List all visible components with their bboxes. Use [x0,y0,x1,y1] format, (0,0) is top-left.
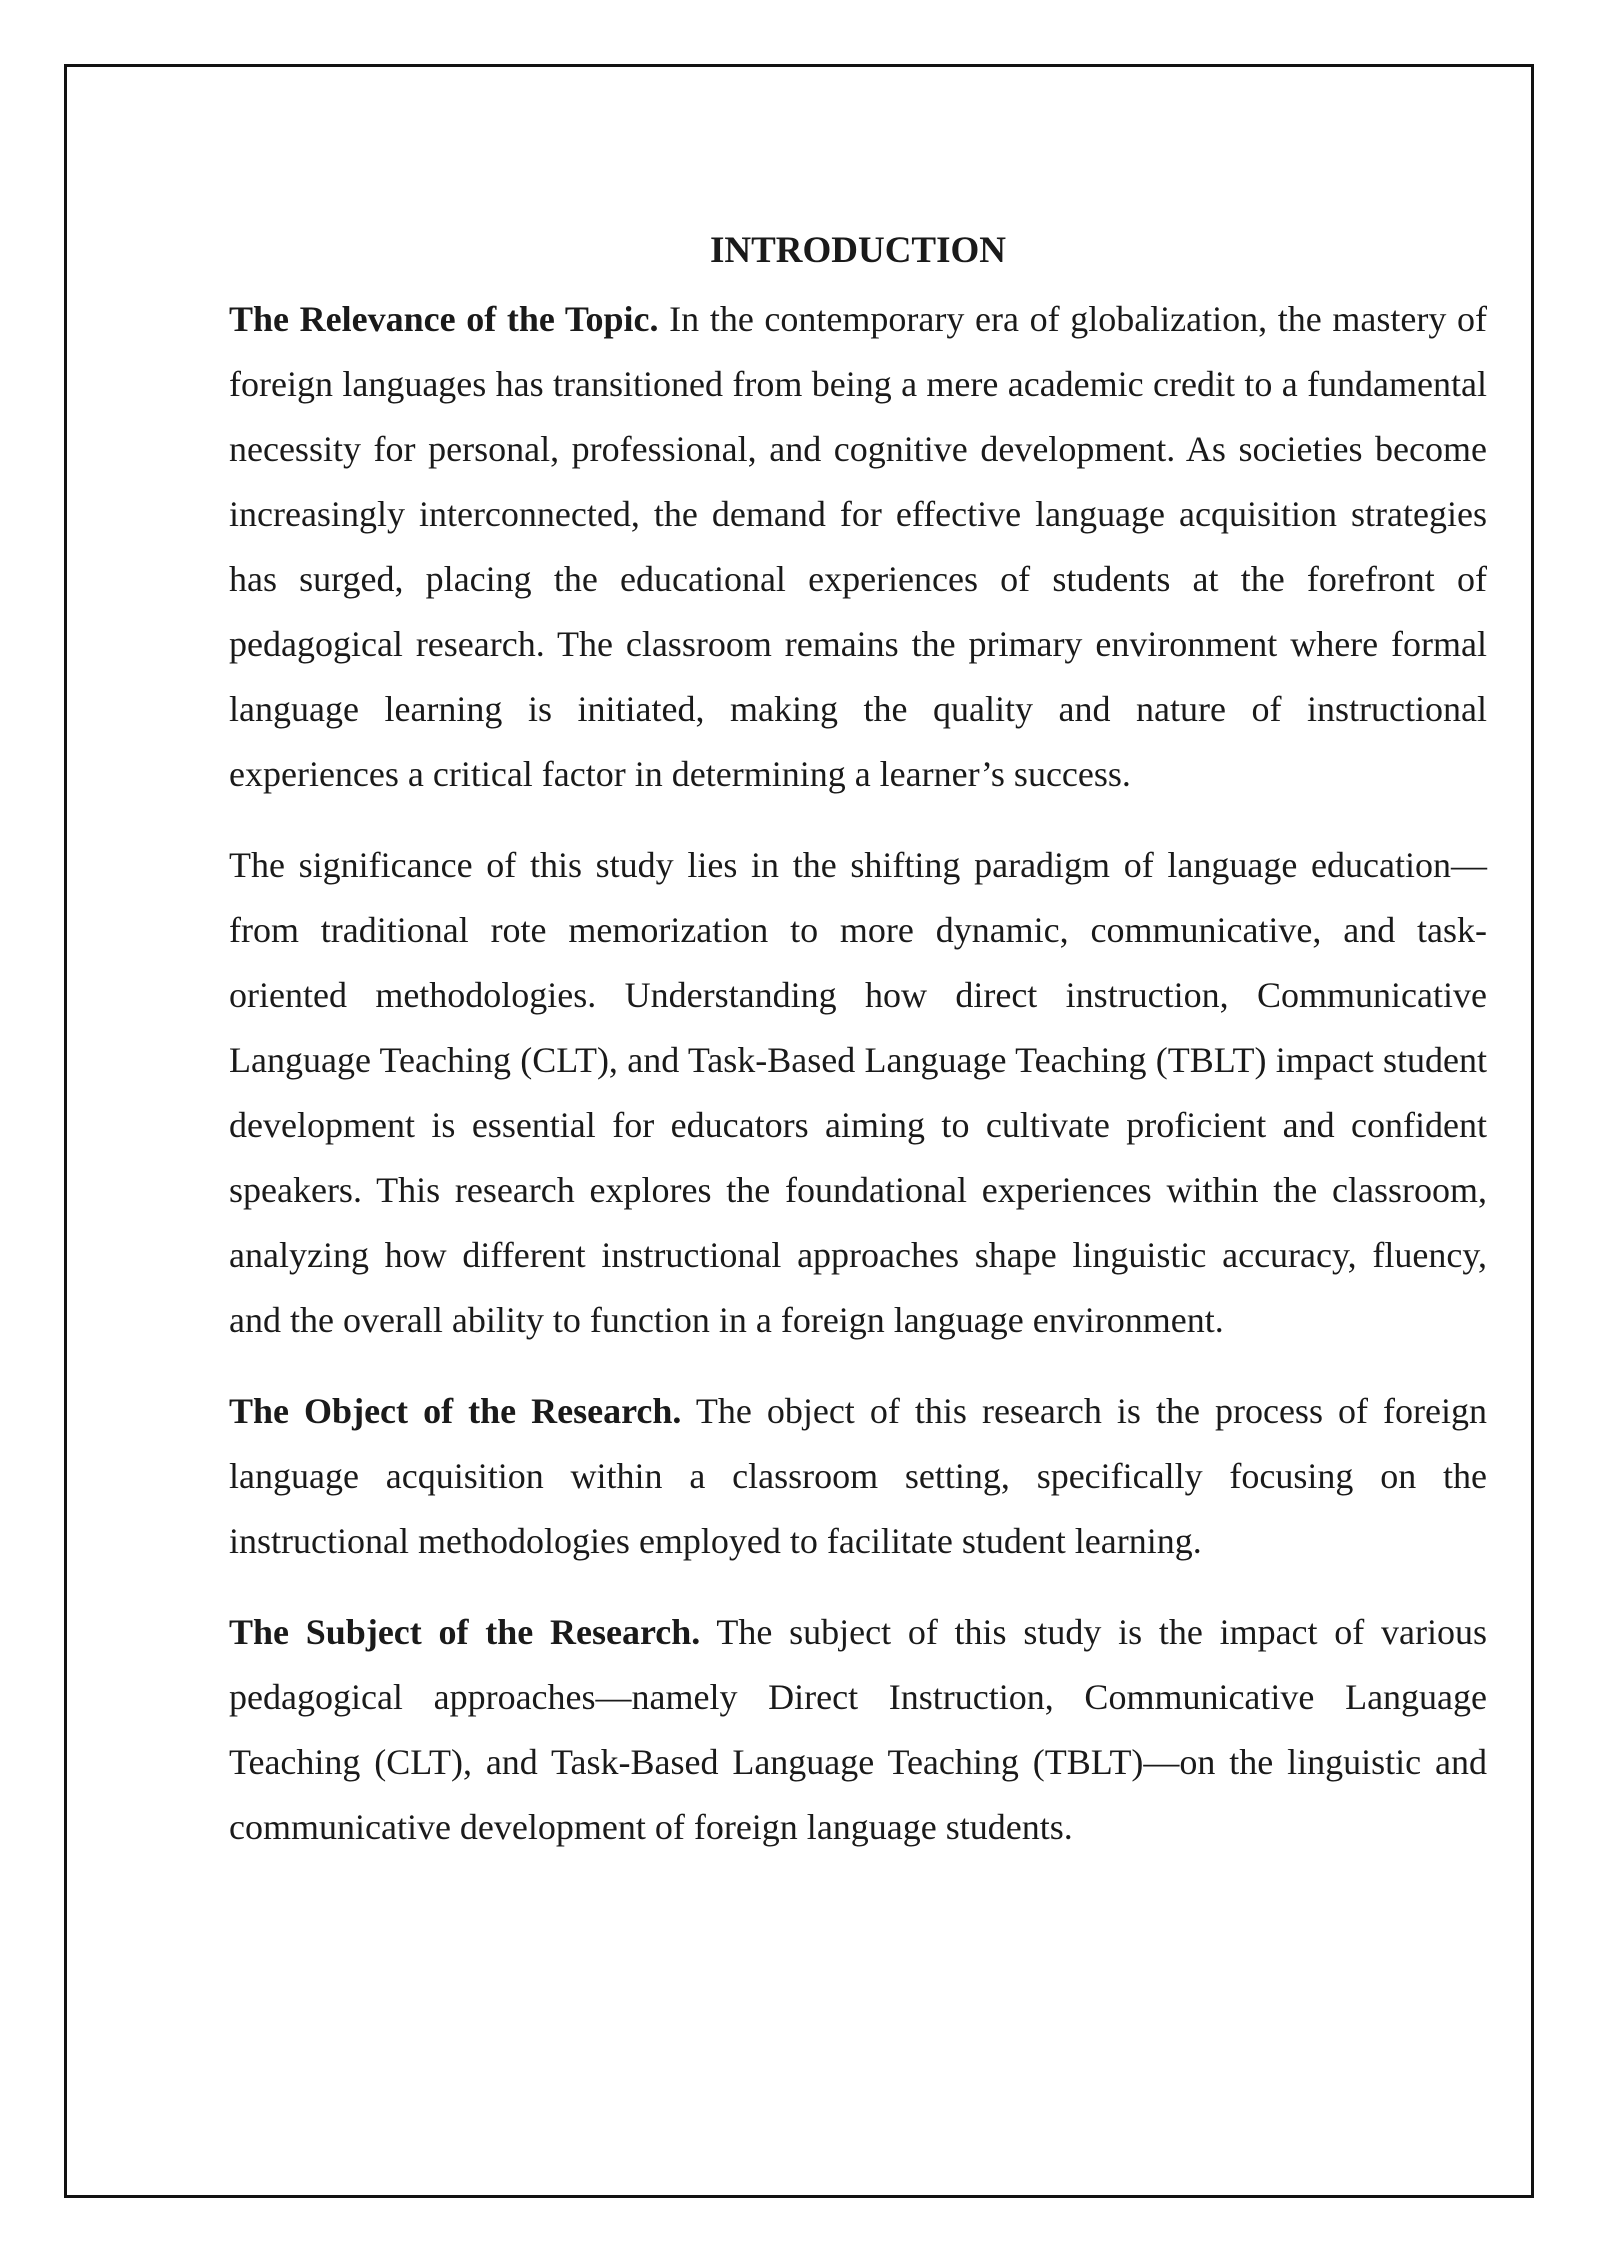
section-heading: INTRODUCTION [709,230,1007,271]
paragraph-significance [229,833,1487,1353]
paragraph-lead: The Relevance of the Topic. [229,299,659,339]
paragraph-object [229,1379,1487,1574]
paragraph-lead: The Subject of the Research. [229,1612,701,1652]
document-body [229,222,1487,1886]
paragraph-text: The significance of this study lies in the shifting paradigm of language education—from traditional rote memorization to more dynamic, communicative, and task-oriented methodologies. Understanding how direct instruction, Communicative Language Teaching (CLT), and Task-Based Language Teaching (TBLT) impact student development is essential for educators aiming to cultivate proficient and confident speakers. This research explores the foundational experiences within the classroom, analyzing how different instructional approaches shape linguistic accuracy, fluency, and the overall ability to function in a foreign language environment. [229,845,1487,1340]
paragraph-relevance [229,287,1487,807]
paragraph-text: The subject of this study is the impact of various pedagogical approaches—namely Direct Instruction, Communicative Language Teaching (CLT), and Task-Based Language Teaching (TBLT)—on the linguistic and communicative development of foreign language students. [229,1612,1487,1847]
paragraph-lead: The Object of the Research. [229,1391,682,1431]
paragraph-text: In the contemporary era of globalization, the mastery of foreign languages has transitioned from being a mere academic credit to a fundamental necessity for personal, professional, and cognitive development. As societies become increasingly interconnected, the demand for effective language acquisition strategies has surged, placing the educational experiences of students at the forefront of pedagogical research. The classroom remains the primary environment where formal language learning is initiated, making the quality and nature of instructional experiences a critical factor in determining a learner’s success. [229,299,1487,794]
paragraph-subject [229,1600,1487,1860]
paragraph-text: The object of this research is the process of foreign language acquisition within a classroom setting, specifically focusing on the instructional methodologies employed to facilitate student learning. [229,1391,1487,1561]
